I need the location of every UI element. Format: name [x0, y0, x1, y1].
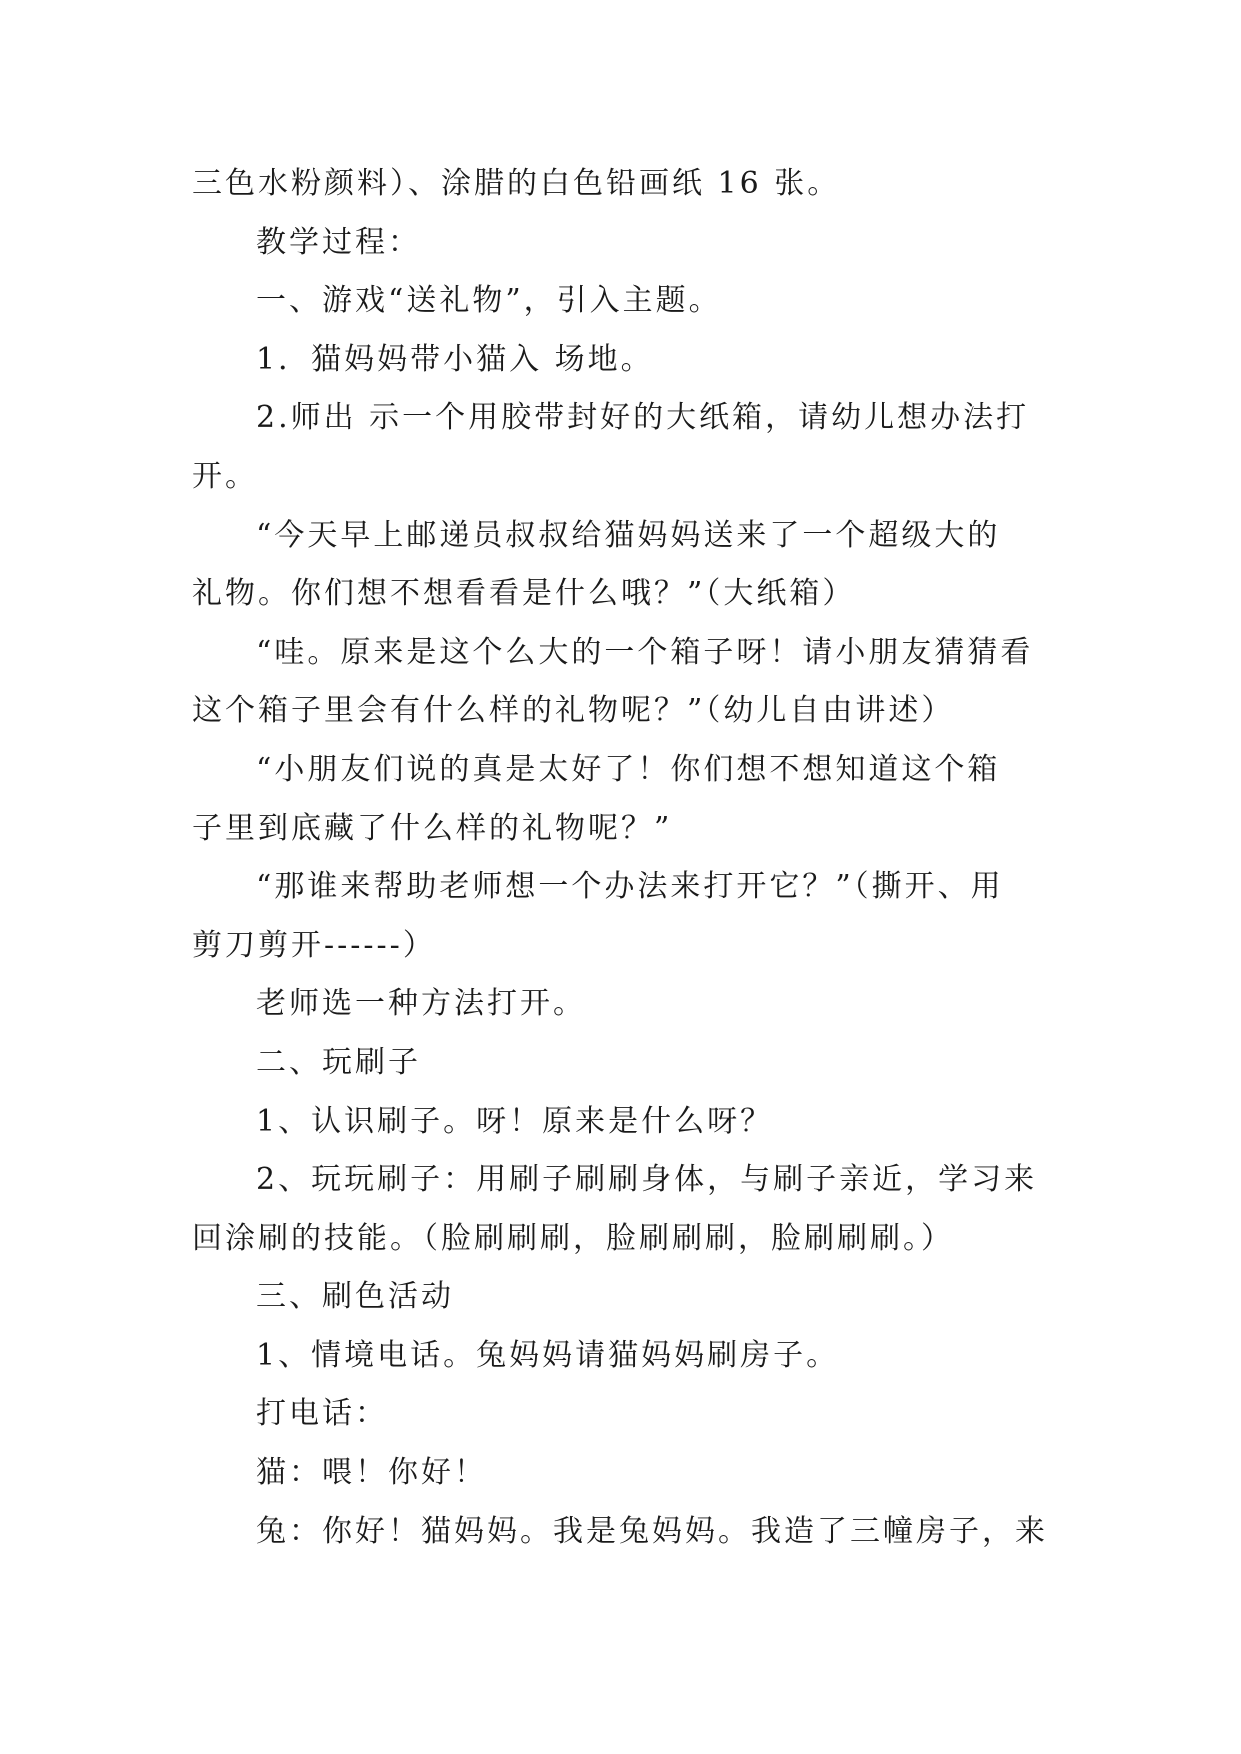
text-line: 1、认识刷子。呀！原来是什么呀？ [256, 1103, 774, 1139]
text-line: “哇。原来是这个么大的一个箱子呀！请小朋友猜猜看 [256, 634, 1034, 670]
text-line: 打电话： [256, 1396, 388, 1432]
dialogue-line: 猫：喂！你好！ [256, 1455, 487, 1491]
text-line: “今天早上邮递员叔叔给猫妈妈送来了一个超级大的 [256, 517, 1001, 553]
text-line: “那谁来帮助老师想一个办法来打开它？”（撕开、用 [256, 869, 1004, 905]
text-line: 1．猫妈妈带小猫入 场地。 [256, 341, 654, 377]
text-line: 三色水粉颜料）、涂腊的白色铅画纸 16 张。 [192, 166, 841, 201]
section-heading: 二、玩刷子 [256, 1044, 421, 1080]
text-line: 回涂刷的技能。（脸刷刷刷，脸刷刷刷，脸刷刷刷。） [192, 1220, 954, 1256]
text-line: 老师选一种方法打开。 [256, 986, 586, 1022]
dialogue-line: 兔：你好！猫妈妈。我是兔妈妈。我造了三幢房子，来 [256, 1513, 1048, 1549]
text-line: 开。 [192, 458, 258, 494]
section-heading: 三、刷色活动 [256, 1279, 454, 1315]
text-line: 2.师出 示一个用胶带封好的大纸箱，请幼儿想办法打 [256, 400, 1030, 436]
text-line: 2、玩玩刷子：用刷子刷刷身体，与刷子亲近，学习来 [256, 1162, 1038, 1198]
text-line: 这个箱子里会有什么样的礼物呢？”（幼儿自由讲述） [192, 693, 955, 729]
text-line: “小朋友们说的真是太好了！你们想不想知道这个箱 [256, 751, 1001, 787]
text-line: 教学过程： [256, 224, 421, 260]
text-line: 剪刀剪开------） [192, 927, 436, 963]
text-line: 礼物。你们想不想看看是什么哦？”（大纸箱） [192, 576, 856, 612]
section-heading: 一、游戏“送礼物”，引入主题。 [256, 283, 722, 319]
document-body [192, 155, 1052, 1561]
text-line: 子里到底藏了什么样的礼物呢？” [192, 810, 673, 846]
text-line: 1、情境电话。兔妈妈请猫妈妈刷房子。 [256, 1337, 840, 1373]
